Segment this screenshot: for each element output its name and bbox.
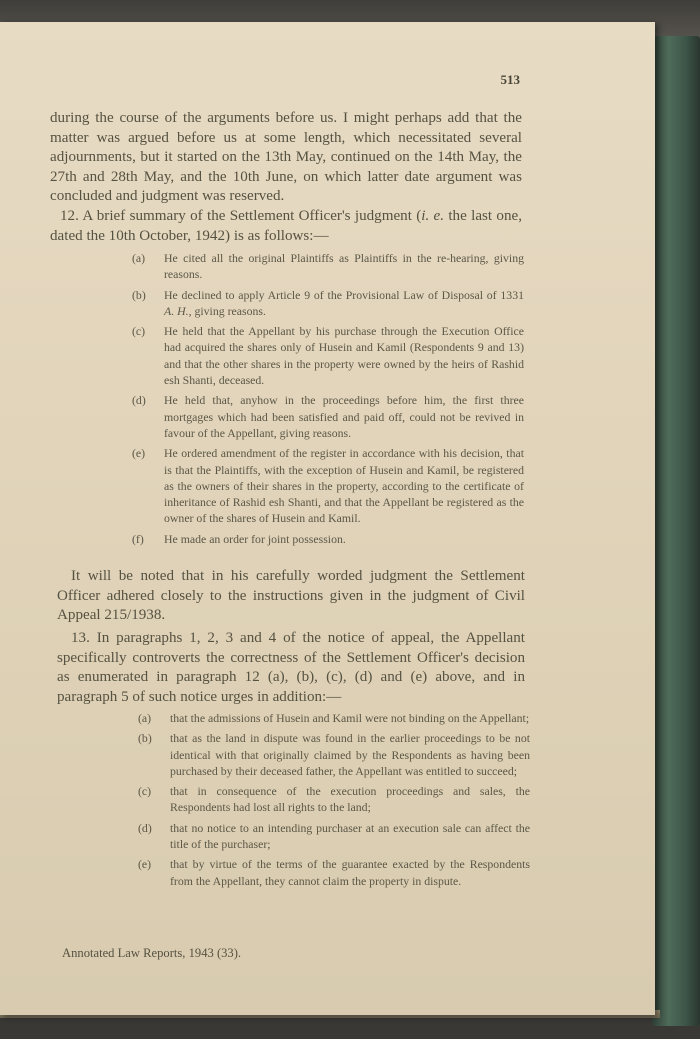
summary-item-c bbox=[132, 323, 524, 388]
appeal-item-e bbox=[138, 856, 530, 889]
appeal-item-label: (c) bbox=[138, 784, 152, 799]
appeal-item-label: (a) bbox=[138, 711, 152, 725]
paragraph-arguments: during the course of the arguments before us. I might perhaps add that the matter was argued before us at some length, which necessitated several adjournments, but it started on the 13th May, continued on the 14th May, the 27th and 28th May, and the 10th June, on which latter date argument was concluded and judgment was reserved. bbox=[50, 110, 522, 205]
paragraph-13: 13. In paragraphs 1, 2, 3 and 4 of the notice of appeal, the Appellant specifically controverts the correctness of the Settlement Officer's decision as enumerated in paragraph 12 (a), (b), (c), (d) and (e) above, and in paragraph 5 of such notice urges in addition:— bbox=[57, 630, 525, 705]
appeal-item-d bbox=[138, 820, 530, 853]
appeal-item-text: that as the land in dispute was found in the earlier proceedings to be not identical with that originally claimed by the Respondents as having been purchased by their deceased father, the Appellant was entitled to succeed; bbox=[170, 731, 530, 778]
footer-citation: Annotated Law Reports, 1943 (33). bbox=[62, 946, 242, 960]
summary-item-text: He ordered amendment of the register in accordance with his decision, that is that the Plaintiffs, with the exception of Husein and Kamil, be registered as the owners of their shares in the property, according to the certificate of inheritance of Rashid esh Shanti, and that the Appellant be registered as the owner of the shares of Husein and Kamil. bbox=[164, 446, 524, 526]
summary-item-text: He made an order for joint possession. bbox=[164, 531, 346, 546]
appeal-item-text: that no notice to an intending purchaser at an execution sale can affect the title of the purchaser; bbox=[170, 820, 530, 852]
appeal-item-c bbox=[138, 783, 530, 816]
appeal-item-text: that the admissions of Husein and Kamil were not binding on the Appellant; bbox=[170, 711, 530, 725]
book-page bbox=[0, 22, 655, 1015]
paragraph-noted: It will be noted that in his carefully worded judgment the Settlement Officer adhered closely to the instructions given in the judgment of Civil Appeal 215/1938. bbox=[57, 568, 525, 624]
paragraph-12-ie: i. e. bbox=[421, 208, 445, 224]
summary-list bbox=[132, 250, 524, 547]
appeal-item-b bbox=[138, 730, 530, 779]
paragraph-12-rest: the last one, dated the 10th October, 1942) is as follows:— bbox=[50, 208, 522, 244]
summary-item-label: (a) bbox=[132, 251, 146, 265]
page-number: 513 bbox=[500, 72, 520, 87]
summary-item-e bbox=[132, 445, 524, 526]
summary-item-b bbox=[132, 287, 524, 320]
summary-item-a bbox=[132, 250, 524, 283]
summary-item-text: He held that, anyhow in the proceedings before him, the first three mortgages which had been satisfied and paid off, could not be revived in favour of the Appellant, giving reasons. bbox=[164, 393, 524, 440]
book-cover-edge bbox=[652, 36, 700, 1026]
summary-item-label: (d) bbox=[132, 393, 146, 408]
summary-item-label: (f) bbox=[132, 531, 144, 546]
appeal-item-text: that in consequence of the execution proceedings and sales, the Respondents had lost all rights to the land; bbox=[170, 784, 530, 815]
summary-item-text-part: He declined to apply Article 9 of the Provisional Law of Disposal of 1331 bbox=[164, 287, 524, 302]
summary-item-text-part: , giving reasons. bbox=[188, 303, 266, 318]
paragraph-12-lead: 12. A brief summary of the Settlement Officer's judgment ( bbox=[60, 208, 422, 224]
summary-item-label: (c) bbox=[132, 324, 146, 339]
summary-item-label: (e) bbox=[132, 446, 146, 461]
summary-item-text: He cited all the original Plaintiffs as Plaintiffs in the re-hearing, giving reasons. bbox=[164, 251, 524, 282]
appeal-grounds-list bbox=[138, 710, 530, 889]
appeal-item-label: (e) bbox=[138, 857, 152, 872]
summary-item-f bbox=[132, 531, 524, 547]
summary-item-label: (b) bbox=[132, 287, 146, 302]
page-content bbox=[0, 22, 655, 1015]
appeal-item-label: (b) bbox=[138, 731, 152, 746]
summary-item-text-italic: A. H. bbox=[164, 303, 189, 318]
summary-item-d bbox=[132, 392, 524, 441]
appeal-item-a bbox=[138, 710, 530, 726]
summary-item-text bbox=[164, 287, 524, 320]
appeal-item-text: that by virtue of the terms of the guarantee exacted by the Respondents from the Appellant, they cannot claim the property in dispute. bbox=[170, 857, 530, 888]
summary-item-text: He held that the Appellant by his purchase through the Execution Office had acquired the shares only of Husein and Kamil (Respondents 9 and 13) and that the other shares in the property were owned by the heirs of Rashid esh Shanti, deceased. bbox=[164, 324, 524, 388]
appeal-item-label: (d) bbox=[138, 820, 152, 835]
paragraph-12 bbox=[50, 207, 522, 246]
